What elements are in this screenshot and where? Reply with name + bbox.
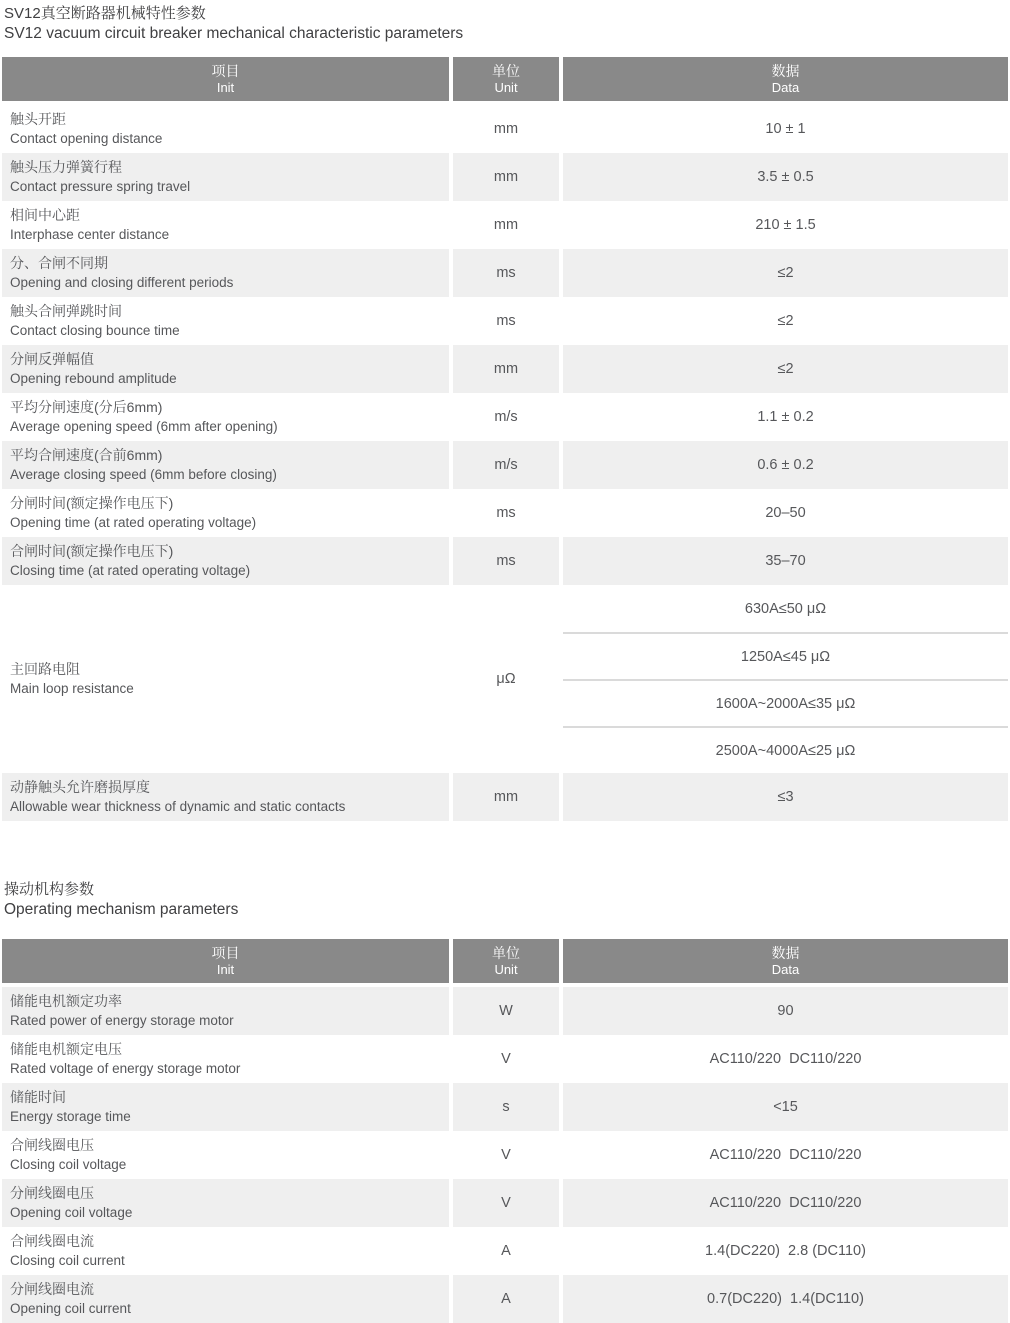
param-name-cell (2, 537, 449, 585)
data-subrow-stack (563, 585, 1008, 773)
data-cell: ≤3 (563, 773, 1008, 821)
param-name-en: Closing coil voltage (10, 1157, 127, 1172)
unit-cell: mm (453, 153, 559, 201)
data-subrow-1250a: 1250A≤45 μΩ (563, 632, 1008, 679)
header-item-cn: 项目 (211, 62, 240, 79)
header-data-cn: 数据 (771, 62, 800, 79)
unit-cell: V (453, 1131, 559, 1179)
param-name-en: Contact closing bounce time (10, 323, 180, 338)
data-subrow-630a: 630A≤50 μΩ (744, 600, 827, 617)
data-cell: 10 ± 1 (563, 105, 1008, 153)
data-cell: AC110/220 DC110/220 (563, 1035, 1008, 1083)
param-name-en: Rated power of energy storage motor (10, 1013, 234, 1028)
unit-cell: s (453, 1083, 559, 1131)
param-name-en: Closing coil current (10, 1253, 125, 1268)
table-row-energy-storage-time (2, 1083, 1008, 1131)
table-row-opening-coil-voltage (2, 1179, 1008, 1227)
table-header-row (2, 939, 1008, 983)
param-name-cn: 储能电机额定电压 (10, 1041, 122, 1057)
section1-title-cn: SV12真空断路器机械特性参数 (4, 5, 206, 22)
table-row-closing-time (2, 537, 1008, 585)
unit-cell: m/s (453, 393, 559, 441)
header-unit-cell (453, 57, 559, 101)
unit-cell: mm (453, 773, 559, 821)
param-name-cell (2, 987, 449, 1035)
data-cell: 1.1 ± 0.2 (563, 393, 1008, 441)
param-name-cn: 分闸线圈电压 (10, 1185, 94, 1201)
param-name-cell (2, 1275, 449, 1323)
table-row-rated-voltage-storage-motor (2, 1035, 1008, 1083)
table-row-rated-power-storage-motor (2, 987, 1008, 1035)
param-name-cn: 分、合闸不同期 (10, 255, 108, 271)
table-row-opening-rebound-amplitude (2, 345, 1008, 393)
unit-cell: mm (453, 201, 559, 249)
header-unit-en: Unit (494, 79, 518, 95)
unit-cell: ms (453, 249, 559, 297)
param-name-cell (2, 1179, 449, 1227)
table-row-main-loop-resistance (2, 585, 1008, 773)
param-name-cn: 平均合闸速度(合前6mm) (10, 447, 163, 463)
data-subrow-1600a-2000a: 1600A~2000A≤35 μΩ (563, 679, 1008, 726)
data-cell: ≤2 (563, 345, 1008, 393)
param-name-cell (2, 1227, 449, 1275)
data-cell: AC110/220 DC110/220 (563, 1179, 1008, 1227)
section1-title-en: SV12 vacuum circuit breaker mechanical characteristic parameters (4, 25, 464, 42)
table-row-interphase-center-distance (2, 201, 1008, 249)
header-item-en: Init (216, 79, 235, 95)
param-name-cell (2, 105, 449, 153)
data-cell: 1.4(DC220) 2.8 (DC110) (563, 1227, 1008, 1275)
header-data-cn: 数据 (771, 944, 800, 961)
section2-title-en: Operating mechanism parameters (4, 901, 239, 918)
data-cell: ≤2 (563, 297, 1008, 345)
table-row-allowable-wear-thickness (2, 773, 1008, 821)
param-name-en: Contact opening distance (10, 131, 163, 146)
param-name-cn: 合闸线圈电流 (10, 1233, 94, 1249)
param-name-cn: 合闸线圈电压 (10, 1137, 94, 1153)
table-row-contact-opening-distance (2, 105, 1008, 153)
data-cell: 90 (563, 987, 1008, 1035)
param-name-cell (2, 393, 449, 441)
param-name-en: Opening coil current (10, 1301, 131, 1316)
data-cell: 0.7(DC220) 1.4(DC110) (563, 1275, 1008, 1323)
data-cell: 3.5 ± 0.5 (563, 153, 1008, 201)
header-data-cell (563, 57, 1008, 101)
table-row-average-closing-speed (2, 441, 1008, 489)
param-name-en: Opening time (at rated operating voltage) (10, 515, 257, 530)
operating-mechanism-table (2, 939, 1008, 1323)
data-cell: 0.6 ± 0.2 (563, 441, 1008, 489)
param-name-cell (2, 489, 449, 537)
section1-title (0, 4, 1010, 44)
param-name-en: Interphase center distance (10, 227, 170, 242)
param-name-en: Opening coil voltage (10, 1205, 133, 1220)
unit-cell: A (453, 1275, 559, 1323)
param-name-cell (2, 1083, 449, 1131)
unit-cell: mm (453, 345, 559, 393)
section2-title (0, 880, 1010, 920)
unit-cell: ms (453, 537, 559, 585)
header-data-en: Data (771, 79, 800, 95)
param-name-cell (2, 441, 449, 489)
param-name-cn: 动静触头允许磨损厚度 (10, 779, 150, 795)
header-data-en: Data (771, 961, 800, 977)
unit-cell: V (453, 1179, 559, 1227)
unit-cell: ms (453, 297, 559, 345)
param-name-cell (2, 345, 449, 393)
param-name-cn: 分闸线圈电流 (10, 1281, 94, 1297)
param-name-cn: 储能电机额定功率 (10, 993, 122, 1009)
param-name-cn: 主回路电阻 (10, 661, 80, 677)
table-row-contact-pressure-spring-travel (2, 153, 1008, 201)
param-name-en: Closing time (at rated operating voltage) (10, 563, 251, 578)
table-row-closing-coil-current (2, 1227, 1008, 1275)
unit-cell: A (453, 1227, 559, 1275)
param-name-en: Average closing speed (6mm before closing) (10, 467, 277, 482)
data-cell: ≤2 (563, 249, 1008, 297)
param-name-en: Average opening speed (6mm after opening) (10, 419, 278, 434)
param-name-en: Opening rebound amplitude (10, 371, 177, 386)
mechanical-parameters-table (2, 57, 1008, 821)
unit-cell: mm (453, 105, 559, 153)
header-unit-cell (453, 939, 559, 983)
param-name-cn: 触头合闸弹跳时间 (10, 303, 122, 319)
header-item-cell (2, 939, 449, 983)
header-unit-cn: 单位 (492, 62, 520, 79)
param-name-en: Contact pressure spring travel (10, 179, 191, 194)
header-data-cell (563, 939, 1008, 983)
unit-cell: ms (453, 489, 559, 537)
param-name-cell (2, 153, 449, 201)
table-row-opening-closing-different-periods (2, 249, 1008, 297)
unit-cell: W (453, 987, 559, 1035)
section2-title-cn: 操动机构参数 (4, 881, 95, 898)
param-name-cell (2, 249, 449, 297)
param-name-en: Main loop resistance (10, 681, 134, 696)
param-name-en: Allowable wear thickness of dynamic and static contacts (10, 799, 346, 814)
param-name-cn: 分闸时间(额定操作电压下) (10, 495, 174, 511)
data-cell: AC110/220 DC110/220 (563, 1131, 1008, 1179)
table-row-opening-coil-current (2, 1275, 1008, 1323)
param-name-cn: 平均分闸速度(分后6mm) (10, 399, 163, 415)
param-name-cell (2, 297, 449, 345)
table-row-closing-coil-voltage (2, 1131, 1008, 1179)
data-subrow-2500a-4000a: 2500A~4000A≤25 μΩ (563, 726, 1008, 773)
param-name-cn: 合闸时间(额定操作电压下) (10, 543, 174, 559)
unit-cell: μΩ (453, 585, 559, 773)
header-item-cn: 项目 (211, 944, 240, 961)
param-name-cn: 触头开距 (10, 111, 66, 127)
param-name-cell (2, 585, 449, 773)
unit-cell: V (453, 1035, 559, 1083)
data-cell: 35–70 (563, 537, 1008, 585)
data-cell: 20–50 (563, 489, 1008, 537)
table-row-contact-closing-bounce-time (2, 297, 1008, 345)
param-name-cell (2, 1131, 449, 1179)
param-name-en: Rated voltage of energy storage motor (10, 1061, 241, 1076)
header-item-cell (2, 57, 449, 101)
header-unit-en: Unit (494, 961, 518, 977)
header-unit-cn: 单位 (492, 944, 520, 961)
param-name-en: Opening and closing different periods (10, 275, 234, 290)
data-cell: 210 ± 1.5 (563, 201, 1008, 249)
param-name-cell (2, 1035, 449, 1083)
table-row-opening-time (2, 489, 1008, 537)
table-row-average-opening-speed (2, 393, 1008, 441)
data-cell: <15 (563, 1083, 1008, 1131)
unit-cell: m/s (453, 441, 559, 489)
header-item-en: Init (216, 961, 235, 977)
param-name-cell (2, 773, 449, 821)
param-name-cn: 相间中心距 (10, 207, 80, 223)
param-name-cell (2, 201, 449, 249)
table-header-row (2, 57, 1008, 101)
param-name-cn: 储能时间 (10, 1089, 66, 1105)
param-name-cn: 触头压力弹簧行程 (10, 159, 122, 175)
param-name-en: Energy storage time (10, 1109, 131, 1124)
param-name-cn: 分闸反弹幅值 (10, 351, 94, 367)
